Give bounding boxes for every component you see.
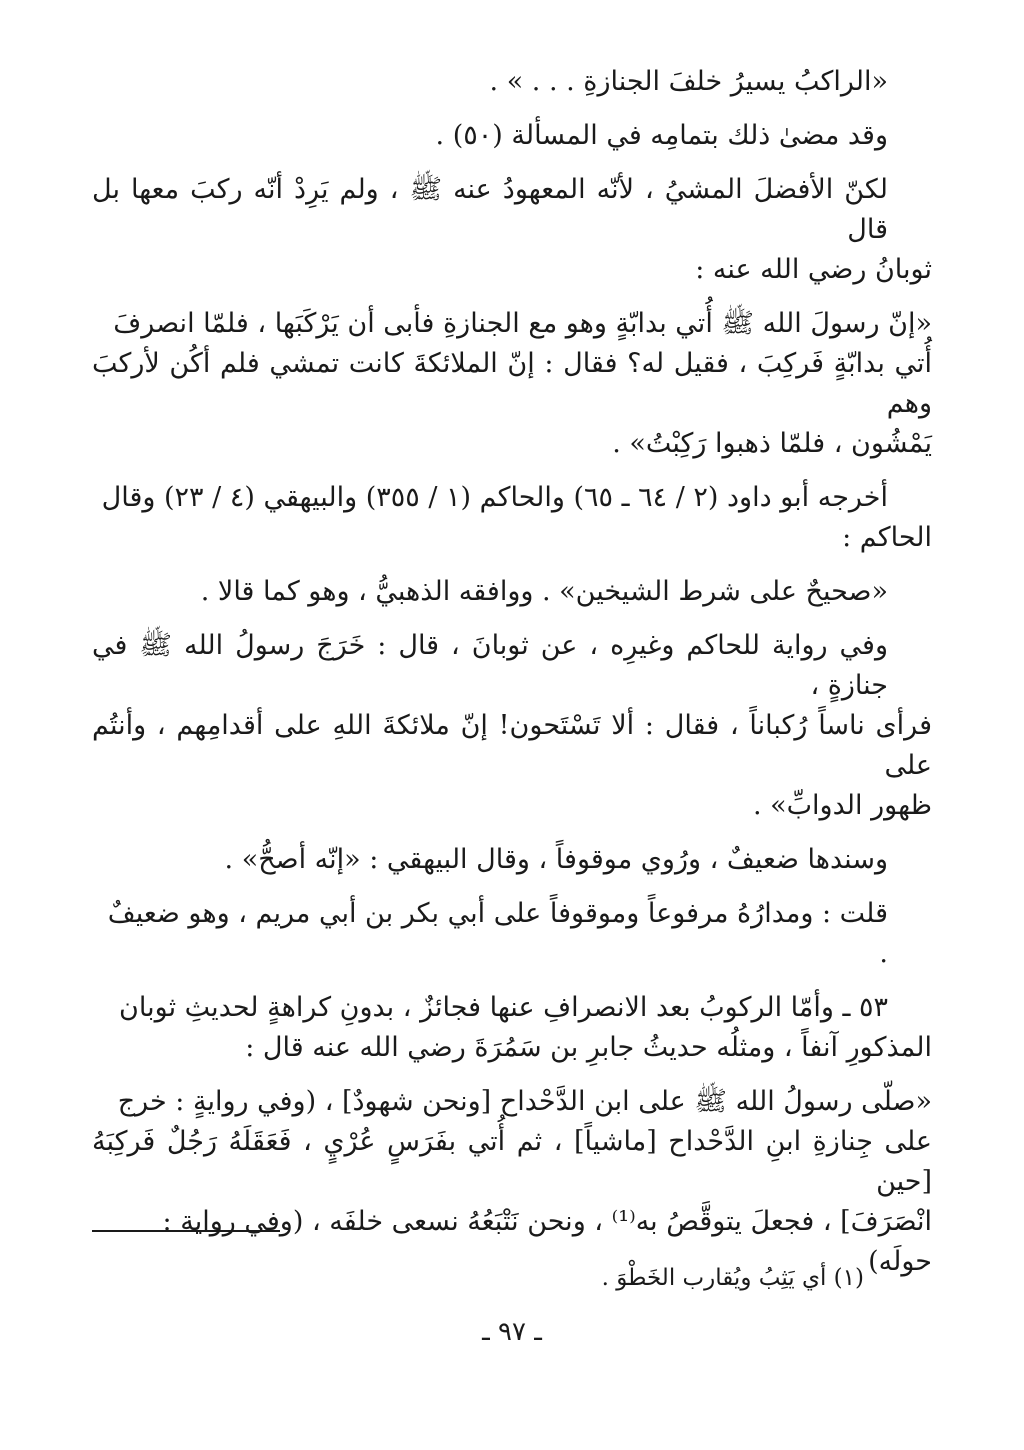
text-line: على جِنازةِ ابنِ الدَّحْداح [ماشياً] ، ثم أُتي بفَرَسٍ عُرْيٍ ، فَعَقَلَهُ رَجُلٌ فَركِبَهُ [حين — [92, 1126, 932, 1197]
body-text — [92, 62, 932, 1282]
text-line: «إنّ رسولَ الله ﷺ أُتي بدابّةٍ وهو مع الجنازةِ فأبى أن يَرْكَبَها ، فلمّا انصرفَ — [113, 308, 932, 339]
paragraph — [92, 840, 932, 880]
paragraph-spacer — [92, 880, 932, 894]
paragraph-spacer — [92, 290, 932, 304]
paragraph — [92, 572, 932, 612]
paragraph-spacer — [92, 102, 932, 116]
paragraph — [92, 1082, 932, 1282]
paragraph — [92, 304, 932, 464]
paragraph-spacer — [92, 156, 932, 170]
text-line: أُتي بدابّةٍ فَركِبَ ، فقيل له؟ فقال : إنّ الملائكةَ كانت تمشي فلم أكُن لأركبَ وهم — [92, 348, 932, 419]
text-line: يَمْشُون ، فلمّا ذهبوا رَكِبْتُ» . — [612, 428, 932, 459]
text-line: ٥٣ ـ وأمّا الركوبُ بعد الانصرافِ عنها فجائزٌ ، بدونِ كراهةٍ لحديثِ ثوبان — [119, 992, 888, 1023]
text-line: لكنّ الأفضلَ المشيُ ، لأنّه المعهودُ عنه ﷺ ، ولم يَرِدْ أنّه ركبَ معها بل قال — [92, 174, 888, 245]
paragraph-spacer — [92, 464, 932, 478]
paragraph-spacer — [92, 826, 932, 840]
text-line: أخرجه أبو داود (٢ / ٦٤ ـ ٦٥) والحاكم (١ / ٣٥٥) والبيهقي (٤ / ٢٣) وقال — [101, 482, 888, 513]
text-line: فرأى ناساً رُكباناً ، فقال : ألا تَسْتَحون! إنّ ملائكةَ اللهِ على أقدامِهم ، وأنتُم على — [92, 710, 932, 781]
text-line: «صلّى رسولُ الله ﷺ على ابن الدَّحْداح [ونحن شهودٌ] ، (وفي روايةٍ : خرج — [117, 1086, 932, 1117]
paragraph-spacer — [92, 1068, 932, 1082]
paragraph-spacer — [92, 612, 932, 626]
text-line: انْصَرَفَ] ، فجعلَ يتوقَّصُ به⁽¹⁾ ، ونحن نَتْبَعُهُ نسعى خلفَه ، (وفي رواية : حولَه) — [162, 1206, 932, 1277]
text-line: «صحيحٌ على شرط الشيخين» . ووافقه الذهبيُّ ، وهو كما قالا . — [200, 576, 888, 607]
paragraph — [92, 894, 932, 974]
footnote: (١) أي يَثِبُ ويُقارب الخَطْوَ . — [601, 1265, 864, 1291]
paragraph — [92, 62, 932, 102]
paragraph — [92, 116, 932, 156]
text-line: «الراكبُ يسيرُ خلفَ الجنازةِ . . . » . — [489, 66, 888, 97]
paragraph — [92, 478, 932, 558]
text-line: ثوبانُ رضي الله عنه : — [695, 254, 932, 285]
footnote-divider — [92, 1230, 280, 1232]
text-line: المذكورِ آنفاً ، ومثلُه حديثُ جابرِ بن سَمُرَةَ رضي الله عنه قال : — [245, 1032, 932, 1063]
text-line: قلت : ومدارُهُ مرفوعاً وموقوفاً على أبي بكر بن أبي مريم ، وهو ضعيفٌ . — [107, 898, 888, 969]
paragraph-spacer — [92, 974, 932, 988]
text-line: ظهور الدوابِّ» . — [752, 790, 932, 821]
text-line: وفي رواية للحاكم وغيرِه ، عن ثوبانَ ، قال : خَرَجَ رسولُ الله ﷺ في جنازةٍ ، — [92, 630, 888, 701]
paragraph — [92, 170, 932, 290]
text-line: الحاكم : — [842, 522, 932, 553]
text-line: وقد مضىٰ ذلك بتمامِه في المسألة (٥٠) . — [435, 120, 888, 151]
page-number: ـ ٩٧ ـ — [482, 1317, 542, 1347]
text-line: وسندها ضعيفٌ ، ورُوي موقوفاً ، وقال البيهقي : «إنّه أصحُّ» . — [224, 844, 888, 875]
paragraph-spacer — [92, 558, 932, 572]
paragraph — [92, 626, 932, 826]
paragraph — [92, 988, 932, 1068]
